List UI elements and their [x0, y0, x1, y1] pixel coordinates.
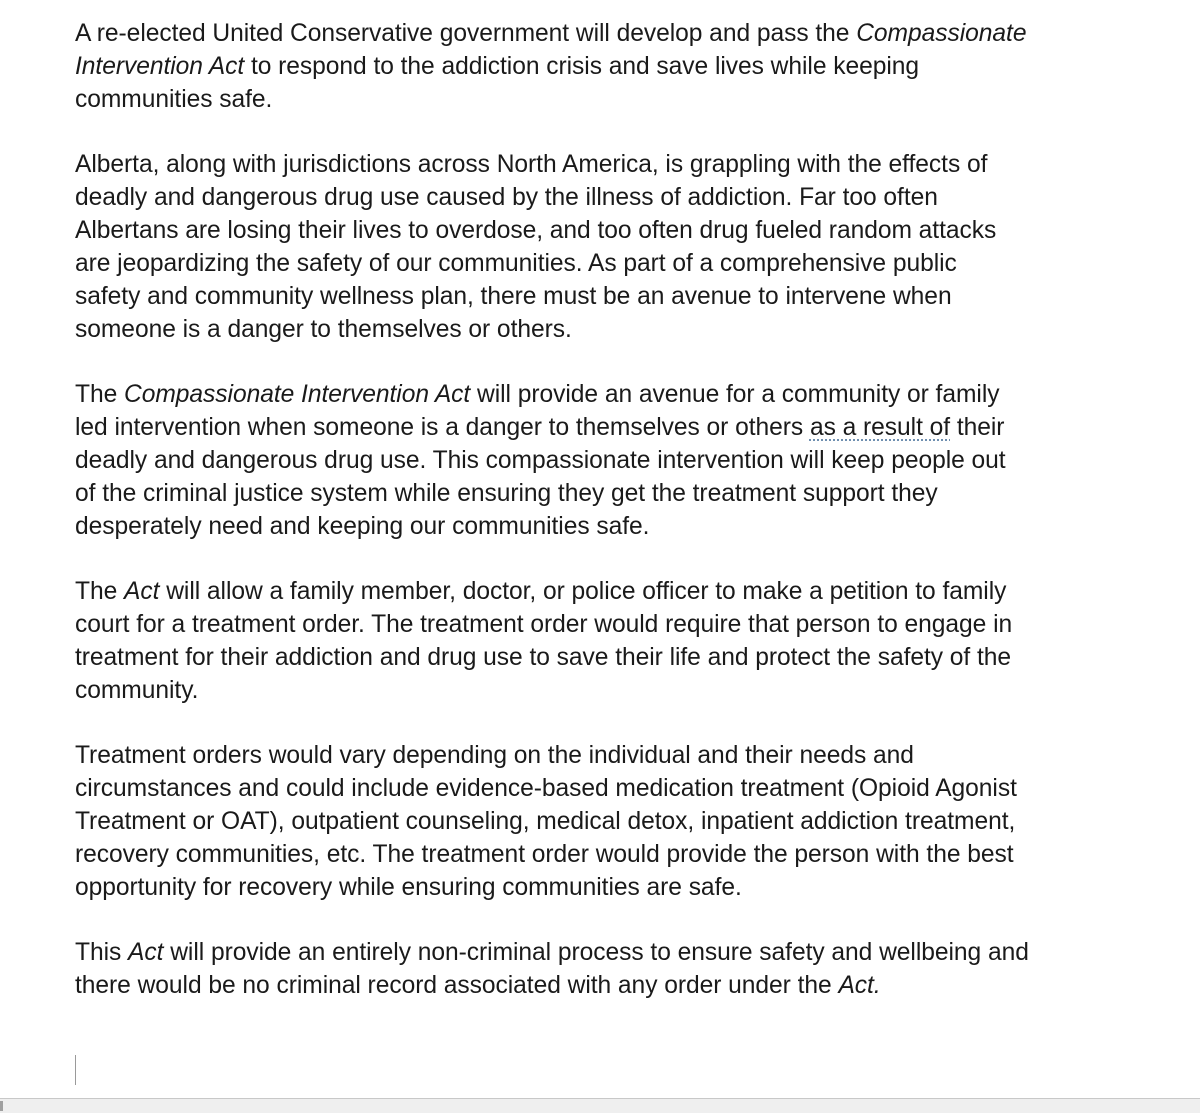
text-line — [75, 575, 1135, 608]
italic-act-title: Act — [128, 939, 164, 966]
paragraph-petition — [75, 575, 1135, 707]
text-line: community. — [75, 677, 199, 704]
text-run: A re-elected United Conservative government will develop and pass the — [75, 20, 857, 47]
text-line: Albertans are losing their lives to overdose, and too often drug fueled random attacks — [75, 217, 997, 244]
text-run: will provide an avenue for a community or family — [470, 381, 1000, 408]
text-run: their — [950, 414, 1005, 441]
grammar-suggestion-underline[interactable]: as a result of — [809, 414, 951, 441]
text-run: This — [75, 939, 129, 966]
text-line: Treatment or OAT), outpatient counseling, medical detox, inpatient addiction treatment, — [75, 808, 1016, 835]
text-line: of the criminal justice system while ensuring they get the treatment support they — [75, 480, 938, 507]
text-line: Treatment orders would vary depending on the individual and their needs and — [75, 742, 914, 769]
text-line — [75, 17, 1135, 50]
italic-act-title: Compassionate — [856, 20, 1027, 47]
text-line: someone is a danger to themselves or others. — [75, 316, 572, 343]
scrollbar-thumb[interactable] — [0, 1101, 3, 1111]
text-line: safety and community wellness plan, there must be an avenue to intervene when — [75, 283, 952, 310]
text-line: communities safe. — [75, 86, 273, 113]
text-run: to respond to the addiction crisis and save lives while keeping — [244, 53, 920, 80]
text-line: desperately need and keeping our communities safe. — [75, 513, 650, 540]
text-line — [75, 378, 1135, 411]
text-line — [75, 969, 1135, 1002]
text-run: will allow a family member, doctor, or police officer to make a petition to family — [159, 578, 1007, 605]
text-run: led intervention when someone is a danger to themselves or others — [75, 414, 810, 441]
italic-act-title: Act — [124, 578, 160, 605]
text-line: circumstances and could include evidence-based medication treatment (Opioid Agonist — [75, 775, 1017, 802]
document-body[interactable] — [75, 17, 1135, 1034]
italic-act-title: Compassionate Intervention Act — [124, 381, 471, 408]
text-line: are jeopardizing the safety of our communities. As part of a comprehensive public — [75, 250, 957, 277]
text-line: Alberta, along with jurisdictions across North America, is grappling with the effects of — [75, 151, 988, 178]
text-line: opportunity for recovery while ensuring communities are safe. — [75, 874, 742, 901]
text-run: The — [75, 381, 125, 408]
text-line: deadly and dangerous drug use. This compassionate intervention will keep people out — [75, 447, 1006, 474]
text-line — [75, 936, 1135, 969]
text-run: there would be no criminal record associated with any order under the — [75, 972, 839, 999]
paragraph-context — [75, 148, 1135, 346]
italic-act-title: Intervention Act — [75, 53, 245, 80]
text-insertion-cursor — [75, 1055, 76, 1085]
text-line — [75, 50, 1135, 83]
italic-act-title: Act. — [838, 972, 881, 999]
text-line — [75, 411, 1135, 444]
horizontal-scrollbar[interactable] — [0, 1098, 1200, 1113]
text-line: treatment for their addiction and drug use to save their life and protect the safety of the — [75, 644, 1012, 671]
paragraph-treatment-orders — [75, 739, 1135, 904]
paragraph-non-criminal — [75, 936, 1135, 1002]
text-line: court for a treatment order. The treatment order would require that person to engage in — [75, 611, 1013, 638]
text-run: will provide an entirely non-criminal process to ensure safety and wellbeing and — [163, 939, 1029, 966]
text-line: deadly and dangerous drug use caused by the illness of addiction. Far too often — [75, 184, 938, 211]
text-run: The — [75, 578, 125, 605]
text-line: recovery communities, etc. The treatment order would provide the person with the best — [75, 841, 1014, 868]
paragraph-act-purpose — [75, 378, 1135, 543]
paragraph-intro — [75, 17, 1135, 116]
